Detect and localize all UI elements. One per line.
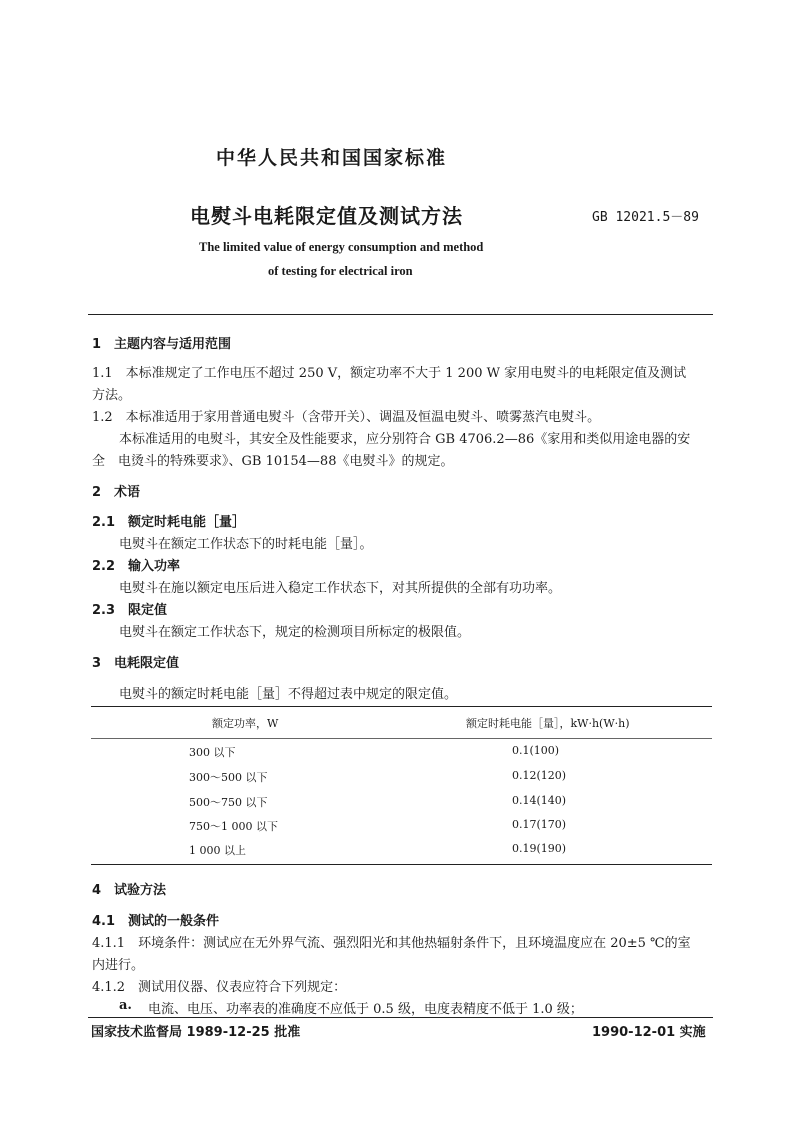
table-cell-power: 300～500 以下: [189, 771, 268, 784]
header-divider: [88, 314, 713, 315]
clause-4-1-1-line1: 4.1.1 环境条件：测试应在无外界气流、强烈阳光和其他热辐射条件下，且环境温度应在 20±5 ℃的室: [92, 936, 691, 951]
term-2-1-definition: 电熨斗在额定工作状态下的时耗电能［量］。: [119, 537, 373, 552]
standard-code: GB 12021.5－89: [592, 210, 699, 225]
term-2-3-definition: 电熨斗在额定工作状态下，规定的检测项目所标定的极限值。: [119, 625, 471, 640]
clause-4-1-1-line2: 内进行。: [92, 958, 145, 973]
table-cell-power: 750～1 000 以下: [189, 820, 278, 833]
clause-1-2-note-line1: 本标准适用的电熨斗，其安全及性能要求，应分别符合 GB 4706.2—86《家用和类似用途电器的安: [119, 432, 691, 447]
table-header-rule: [91, 738, 712, 739]
section-1-heading: 1 主题内容与适用范围: [92, 337, 232, 352]
implementation-date: 1990-12-01 实施: [592, 1025, 706, 1040]
table-cell-energy: 0.12(120): [512, 769, 567, 782]
list-item-a-text: 电流、电压、功率表的准确度不应低于 0.5 级，电度表精度不低于 1.0 级；: [148, 1002, 583, 1017]
clause-1-2-note-line2: 全 电烫斗的特殊要求》、GB 10154—88《电熨斗》的规定。: [92, 454, 454, 469]
clause-4-1-2: 4.1.2 测试用仪器、仪表应符合下列规定：: [92, 980, 347, 995]
table-cell-energy: 0.14(140): [512, 794, 567, 807]
footer-divider: [88, 1017, 713, 1018]
national-standard-heading: 中华人民共和国国家标准: [216, 147, 448, 169]
term-2-2: 2.2 输入功率: [92, 559, 181, 574]
section-4-heading: 4 试验方法: [92, 883, 167, 898]
clause-4-1: 4.1 测试的一般条件: [92, 914, 220, 929]
section-3-heading: 3 电耗限定值: [92, 656, 180, 671]
section-2-heading: 2 术语: [92, 485, 141, 500]
term-2-2-definition: 电熨斗在施以额定电压后进入稳定工作状态下，对其所提供的全部有功功率。: [119, 581, 562, 596]
table-cell-power: 300 以下: [189, 746, 236, 759]
table-cell-energy: 0.1(100): [512, 744, 560, 757]
table-header-power: 额定功率，W: [212, 717, 279, 730]
table-cell-power: 1 000 以上: [189, 844, 246, 857]
table-cell-power: 500～750 以下: [189, 796, 268, 809]
clause-1-1-line2: 方法。: [92, 388, 132, 403]
list-item-a-label: a.: [119, 998, 132, 1013]
table-top-rule: [91, 706, 712, 707]
clause-1-2: 1.2 本标准适用于家用普通电熨斗（含带开关）、调温及恒温电熨斗、喷雾蒸汽电熨斗。: [92, 410, 601, 425]
section-3-intro: 电熨斗的额定时耗电能［量］不得超过表中规定的限定值。: [119, 687, 458, 702]
english-title-line1: The limited value of energy consumption and method: [199, 240, 484, 254]
english-title-line2: of testing for electrical iron: [268, 264, 413, 278]
table-header-energy: 额定时耗电能［量］，kW·h(W·h): [466, 717, 630, 730]
table-cell-energy: 0.19(190): [512, 842, 567, 855]
table-bottom-rule: [91, 864, 712, 865]
approval-date: 国家技术监督局 1989-12-25 批准: [91, 1025, 301, 1040]
table-cell-energy: 0.17(170): [512, 818, 567, 831]
term-2-3: 2.3 限定值: [92, 603, 168, 618]
document-title: 电熨斗电耗限定值及测试方法: [190, 204, 463, 228]
clause-1-1-line1: 1.1 本标准规定了工作电压不超过 250 V，额定功率不大于 1 200 W 家用电熨斗的电耗限定值及测试: [92, 366, 687, 381]
term-2-1: 2.1 额定时耗电能［量］: [92, 515, 246, 530]
